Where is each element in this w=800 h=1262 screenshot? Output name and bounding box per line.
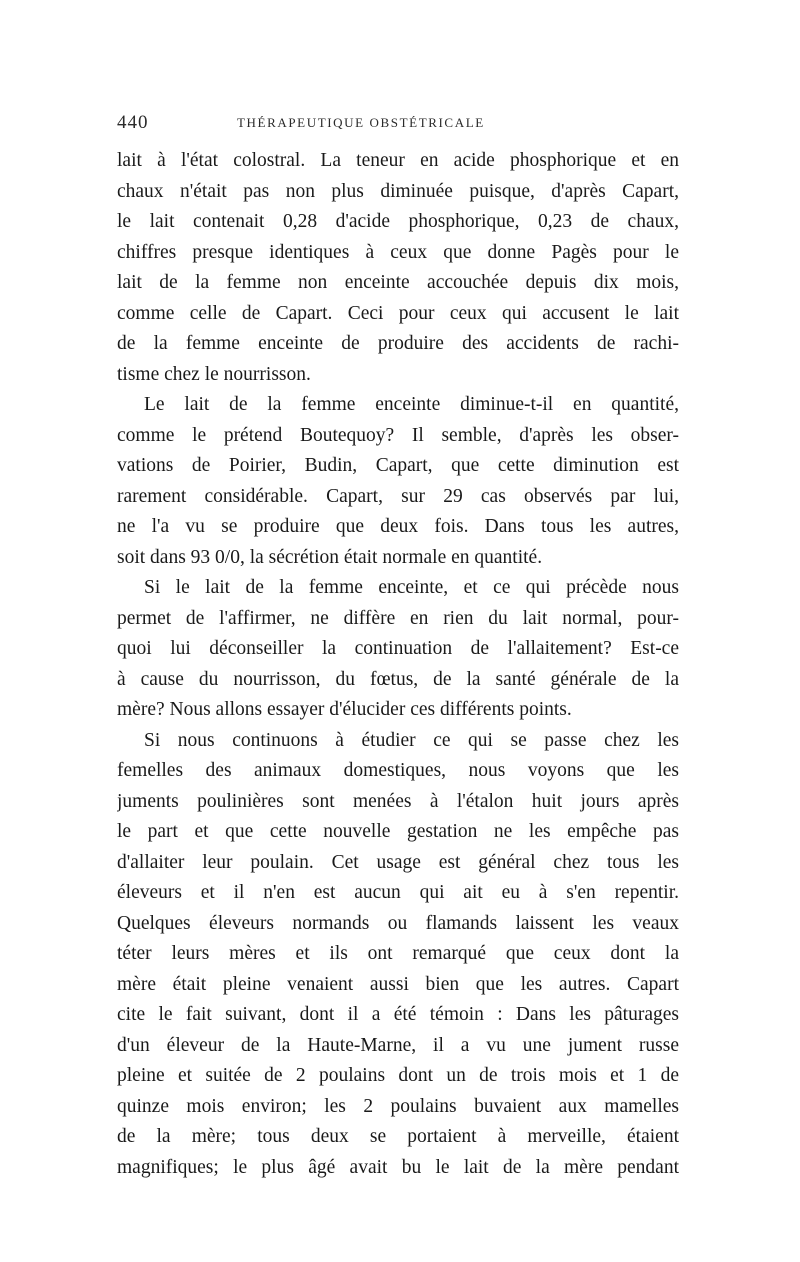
- text-line: femelles des animaux domestiques, nous voyons que les: [117, 760, 679, 781]
- text-line: de la femme enceinte de produire des accidents de rachi-: [117, 333, 679, 354]
- text-line: Quelques éleveurs normands ou flamands laissent les veaux: [117, 912, 679, 934]
- text-line: quoi lui déconseiller la continuation de l'allaitement? Est-ce: [117, 638, 679, 659]
- text-line: téter leurs mères et ils ont remarqué que ceux dont la: [117, 943, 679, 964]
- text-line: juments poulinières sont menées à l'étalon huit jours après: [117, 790, 679, 812]
- text-line: soit dans 93 0/0, la sécrétion était normale en quantité.: [117, 546, 543, 568]
- text-line: ne l'a vu se produire que deux fois. Dans tous les autres,: [117, 516, 679, 537]
- text-line: de la mère; tous deux se portaient à merveille, étaient: [117, 1126, 679, 1147]
- text-line: comme le prétend Boutequoy? Il semble, d'après les obser-: [117, 424, 679, 446]
- text-line: tisme chez le nourrisson.: [117, 363, 311, 385]
- text-line: chiffres presque identiques à ceux que donne Pagès pour le: [117, 241, 679, 263]
- running-title: THÉRAPEUTIQUE OBSTÉTRICALE: [237, 115, 485, 130]
- text-line: vations de Poirier, Budin, Capart, que cette diminution est: [117, 455, 679, 476]
- text-line: mère? Nous allons essayer d'élucider ces différents points.: [117, 699, 572, 720]
- body-text: [117, 146, 679, 1183]
- text-line: Si le lait de la femme enceinte, et ce qui précède nous: [144, 577, 679, 598]
- text-line: comme celle de Capart. Ceci pour ceux qui accusent le lait: [117, 302, 679, 324]
- text-line: d'allaiter leur poulain. Cet usage est général chez tous les: [117, 851, 679, 873]
- text-line: rarement considérable. Capart, sur 29 cas observés par lui,: [117, 485, 679, 507]
- text-line: pleine et suitée de 2 poulains dont un de trois mois et 1 de: [117, 1065, 679, 1086]
- page-number: 440: [117, 112, 149, 133]
- text-line: d'un éleveur de la Haute-Marne, il a vu une jument russe: [117, 1034, 679, 1056]
- text-line: Si nous continuons à étudier ce qui se passe chez les: [144, 729, 679, 751]
- text-line: éleveurs et il n'en est aucun qui ait eu à s'en repentir.: [117, 882, 679, 903]
- text-line: lait de la femme non enceinte accouchée depuis dix mois,: [117, 272, 679, 293]
- text-line: mère était pleine venaient aussi bien que les autres. Capart: [117, 973, 679, 995]
- text-line: quinze mois environ; les 2 poulains buvaient aux mamelles: [117, 1095, 679, 1117]
- text-line: Le lait de la femme enceinte diminue-t-il en quantité,: [144, 394, 679, 415]
- text-line: cite le fait suivant, dont il a été témoin : Dans les pâturages: [117, 1004, 679, 1025]
- text-line: à cause du nourrisson, du fœtus, de la santé générale de la: [117, 668, 679, 690]
- text-line: permet de l'affirmer, ne diffère en rien du lait normal, pour-: [117, 607, 679, 629]
- text-line: le part et que cette nouvelle gestation ne les empêche pas: [117, 821, 679, 842]
- text-line: le lait contenait 0,28 d'acide phosphorique, 0,23 de chaux,: [117, 211, 679, 232]
- text-line: chaux n'était pas non plus diminuée puisque, d'après Capart,: [117, 180, 679, 202]
- text-line: magnifiques; le plus âgé avait bu le lait de la mère pendant: [117, 1156, 679, 1178]
- text-line: lait à l'état colostral. La teneur en acide phosphorique et en: [117, 150, 679, 171]
- running-head: [117, 112, 679, 138]
